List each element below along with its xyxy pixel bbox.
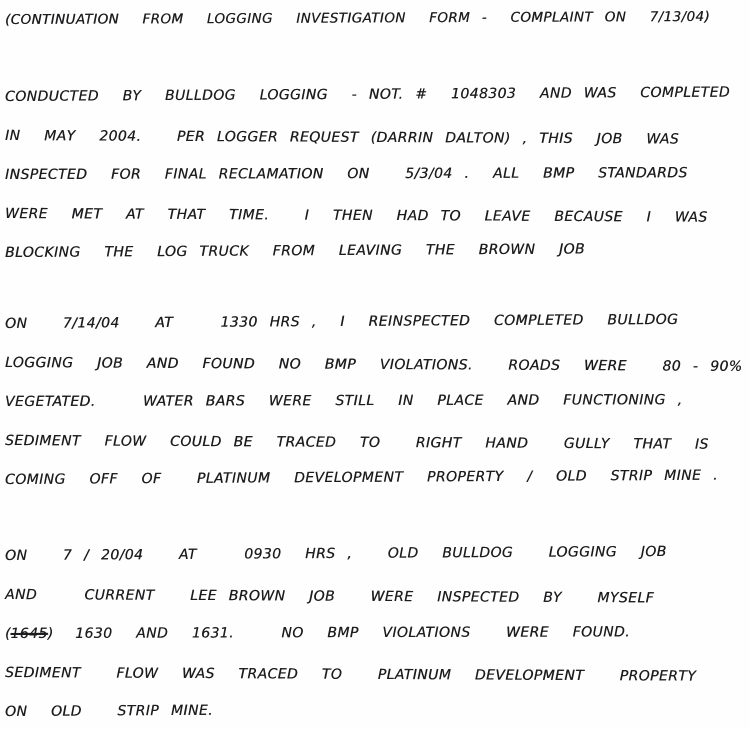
handwriting-line: AND CURRENT LEE BROWN JOB WERE INSPECTED BY MYSELF (4, 587, 655, 607)
correction-close-paren: ) (47, 625, 54, 642)
handwriting-line: SEDIMENT FLOW WAS TRACED TO PLATINUM DEVELOPMENT PROPERTY (4, 665, 697, 685)
handwriting-line: IN MAY 2004. PER LOGGER REQUEST (DARRIN DALTON) , THIS JOB WAS (4, 128, 680, 148)
paragraph-inspection-7-20 (5, 537, 748, 729)
handwriting-line: COMING OFF OF PLATINUM DEVELOPMENT PROPERTY / OLD STRIP MINE . (4, 467, 718, 488)
handwriting-line: SEDIMENT FLOW COULD BE TRACED TO RIGHT HAND GULLY THAT IS (4, 433, 709, 453)
handwriting-line: BLOCKING THE LOG TRUCK FROM LEAVING THE BROWN JOB (4, 241, 586, 261)
handwriting-line-with-correction (5, 613, 748, 654)
paragraph-inspection-history (5, 78, 748, 273)
handwriting-line: LOGGING JOB AND FOUND NO BMP VIOLATIONS. ROADS WERE 80 - 90% (4, 355, 743, 375)
handwriting-line: ON 7 / 20/04 AT 0930 HRS , OLD BULLDOG LOGGING JOB (4, 543, 667, 564)
paragraph-reinspection-7-14 (5, 305, 748, 500)
handwriting-line: WERE MET AT THAT TIME. I THEN HAD TO LEAVE BECAUSE I WAS (4, 206, 708, 226)
handwriting-line: VEGETATED. WATER BARS WERE STILL IN PLACE AND FUNCTIONING , (4, 392, 683, 410)
note-title-line: (CONTINUATION FROM LOGGING INVESTIGATION FORM - COMPLAINT ON 7/13/04) (4, 8, 711, 28)
handwriting-line: ON 7/14/04 AT 1330 HRS , I REINSPECTED COMPLETED BULLDOG (4, 311, 679, 332)
handwriting-line: INSPECTED FOR FINAL RECLAMATION ON 5/3/04 . ALL BMP STANDARDS (4, 165, 688, 183)
correction-open-paren: ( (4, 625, 11, 642)
handwriting-line: ON OLD STRIP MINE. (4, 702, 213, 720)
handwriting-line: CONDUCTED BY BULLDOG LOGGING - NOT. # 1048303 AND WAS COMPLETED (4, 84, 731, 105)
crossed-out-text: 1645 (10, 625, 48, 642)
correction-rest-text: 1630 AND 1631. NO BMP VIOLATIONS WERE FOUND. (75, 624, 631, 642)
